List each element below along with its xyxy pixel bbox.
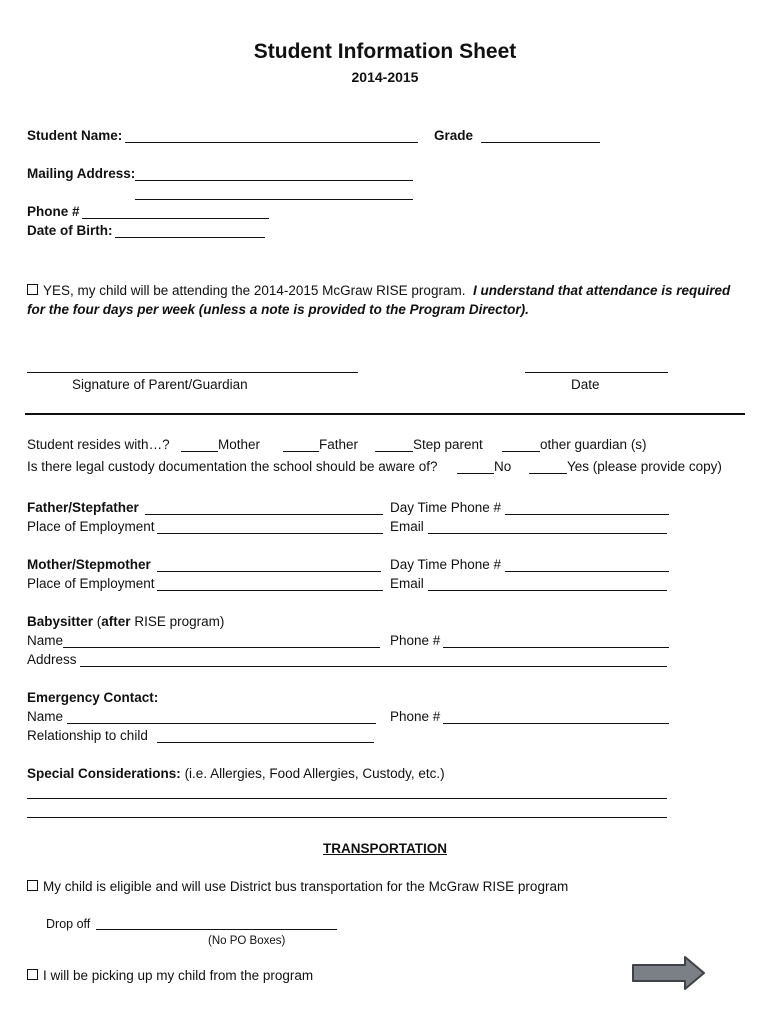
special-considerations-label: Special Considerations:	[27, 766, 181, 781]
attendance-requirement-1: I understand that attendance is required	[472, 283, 731, 298]
father-label: Father/Stepfather	[27, 500, 139, 515]
arrow-right-icon[interactable]	[631, 955, 707, 991]
dropoff-label: Drop off	[46, 917, 91, 931]
attendance-requirement-2: for the four days per week (unless a note is provided to the Program Director).	[27, 302, 529, 317]
babysitter-name-field[interactable]	[63, 647, 380, 648]
mailing-address-field-2[interactable]	[135, 199, 413, 200]
father-checkline[interactable]	[283, 451, 319, 452]
custody-yes-checkline[interactable]	[529, 473, 567, 474]
emergency-phone-label: Phone #	[390, 709, 441, 724]
pickup-option-text: I will be picking up my child from the program	[43, 968, 314, 983]
pickup-option	[27, 968, 313, 984]
mailing-address-field-1[interactable]	[135, 180, 413, 181]
bus-checkbox[interactable]	[27, 880, 38, 891]
emergency-name-field[interactable]	[67, 723, 376, 724]
mother-phone-label: Day Time Phone #	[390, 557, 502, 572]
signature-date-field[interactable]	[525, 372, 668, 373]
signature-date-label: Date	[571, 377, 600, 392]
relationship-label: Relationship to child	[27, 728, 148, 743]
grade-label: Grade	[434, 128, 474, 143]
special-considerations-field-2[interactable]	[27, 817, 667, 818]
school-year: 2014-2015	[351, 69, 419, 85]
mother-employment-field[interactable]	[157, 590, 383, 591]
phone-field[interactable]	[82, 218, 269, 219]
dob-label: Date of Birth:	[27, 223, 113, 238]
father-phone-label: Day Time Phone #	[390, 500, 502, 515]
mother-email-label: Email	[390, 576, 424, 591]
mother-email-field[interactable]	[428, 590, 667, 591]
father-option: Father	[319, 437, 359, 452]
babysitter-label-rest: RISE program)	[134, 614, 225, 629]
bus-option-text: My child is eligible and will use District bus transportation for the McGraw RISE program	[43, 879, 569, 894]
phone-label: Phone #	[27, 204, 80, 219]
student-name-label: Student Name:	[27, 128, 123, 143]
mother-label: Mother/Stepmother	[27, 557, 151, 572]
resides-question: Student resides with…?	[27, 437, 170, 452]
attendance-text: YES, my child will be attending the 2014-2015 McGraw RISE program.	[43, 283, 466, 298]
mother-phone-field[interactable]	[505, 571, 669, 572]
attendance-checkbox[interactable]	[27, 284, 38, 295]
parent-signature-label: Signature of Parent/Guardian	[72, 377, 248, 392]
pickup-checkbox[interactable]	[27, 969, 38, 980]
transportation-heading: TRANSPORTATION	[323, 841, 447, 856]
babysitter-address-label: Address	[27, 652, 77, 667]
emergency-phone-field[interactable]	[443, 723, 669, 724]
special-considerations-hint: (i.e. Allergies, Food Allergies, Custody, etc.)	[184, 766, 445, 781]
father-email-field[interactable]	[428, 533, 667, 534]
mother-name-field[interactable]	[157, 571, 381, 572]
custody-no-option: No	[494, 459, 512, 474]
babysitter-label: Babysitter	[27, 614, 94, 629]
bus-option	[27, 879, 568, 895]
mailing-address-label: Mailing Address:	[27, 166, 136, 181]
dropoff-field[interactable]	[96, 929, 337, 930]
babysitter-name-label: Name	[27, 633, 64, 648]
father-employment-label: Place of Employment	[27, 519, 155, 534]
other-guardian-option: other guardian (s)	[540, 437, 647, 452]
parent-signature-field[interactable]	[27, 372, 358, 373]
custody-question: Is there legal custody documentation the school should be aware of?	[27, 459, 438, 474]
grade-field[interactable]	[481, 142, 600, 143]
mother-option: Mother	[218, 437, 261, 452]
dob-field[interactable]	[115, 237, 265, 238]
custody-no-checkline[interactable]	[457, 473, 494, 474]
student-name-field[interactable]	[125, 142, 418, 143]
babysitter-phone-field[interactable]	[443, 647, 669, 648]
father-phone-field[interactable]	[505, 514, 669, 515]
step-parent-option: Step parent	[413, 437, 483, 452]
father-employment-field[interactable]	[157, 533, 383, 534]
emergency-label: Emergency Contact:	[27, 690, 159, 705]
other-guardian-checkline[interactable]	[502, 451, 540, 452]
father-name-field[interactable]	[145, 514, 383, 515]
no-po-boxes-note: (No PO Boxes)	[208, 935, 286, 947]
babysitter-after: after	[101, 614, 131, 629]
father-email-label: Email	[390, 519, 424, 534]
babysitter-phone-label: Phone #	[390, 633, 441, 648]
emergency-name-label: Name	[27, 709, 64, 724]
mother-checkline[interactable]	[181, 451, 218, 452]
relationship-field[interactable]	[157, 742, 374, 743]
attendance-line-1	[27, 283, 730, 299]
babysitter-open-paren: (	[96, 614, 102, 629]
page-title: Student Information Sheet	[253, 40, 517, 63]
special-considerations-field-1[interactable]	[27, 798, 667, 799]
section-divider	[25, 413, 745, 415]
special-considerations	[27, 766, 445, 782]
babysitter-address-field[interactable]	[80, 666, 667, 667]
mother-employment-label: Place of Employment	[27, 576, 155, 591]
custody-yes-option: Yes (please provide copy)	[567, 459, 722, 474]
step-parent-checkline[interactable]	[375, 451, 413, 452]
babysitter-heading	[27, 614, 224, 630]
